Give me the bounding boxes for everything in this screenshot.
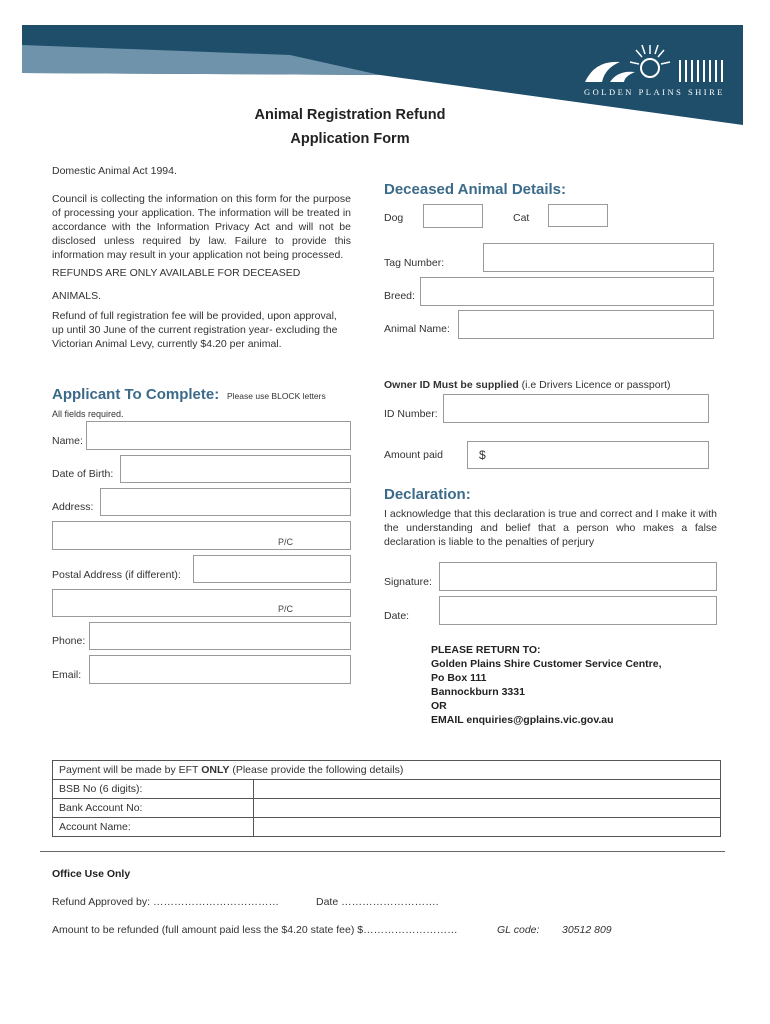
owner-id-note-rest: (i.e Drivers Licence or passport) bbox=[518, 379, 671, 391]
account-no-row bbox=[53, 799, 721, 818]
refund-note: Refund of full registration fee will be provided, upon approval, up until 30 June of the current registration year- excluding the Victorian Animal Levy, currently $4.20 per animal. bbox=[52, 310, 338, 350]
tag-number-label: Tag Number: bbox=[384, 257, 445, 269]
account-no-input[interactable] bbox=[254, 799, 721, 818]
payment-intro-row bbox=[53, 761, 721, 780]
bsb-input[interactable] bbox=[254, 780, 721, 799]
gl-code-label: GL code: bbox=[497, 924, 540, 936]
gl-code-value: 30512 809 bbox=[562, 924, 612, 936]
email-input[interactable] bbox=[89, 655, 351, 684]
deceased-heading: Deceased Animal Details: bbox=[384, 181, 567, 198]
return-address bbox=[431, 643, 662, 727]
office-divider bbox=[40, 851, 725, 852]
logo-text: GOLDEN PLAINS SHIRE bbox=[584, 87, 725, 97]
amount-paid-label: Amount paid bbox=[384, 449, 443, 461]
block-letters-note: Please use BLOCK letters bbox=[227, 391, 326, 401]
dog-label: Dog bbox=[384, 212, 404, 224]
breed-label: Breed: bbox=[384, 290, 415, 302]
name-label: Name: bbox=[52, 435, 83, 447]
id-number-input[interactable] bbox=[443, 394, 709, 423]
shire-logo bbox=[580, 40, 730, 98]
breed-input[interactable] bbox=[420, 277, 714, 306]
phone-input[interactable] bbox=[89, 622, 351, 650]
form-title bbox=[200, 103, 500, 151]
postal-pc-label: P/C bbox=[278, 604, 294, 614]
postal-address-line2-input[interactable] bbox=[52, 589, 351, 617]
declaration-text: I acknowledge that this declaration is true and correct and I make it with the understanding and belief that a person who makes a false declaration is liable to the penalties of perjury bbox=[384, 508, 717, 548]
refunds-notice-line2: ANIMALS. bbox=[52, 290, 102, 302]
address-line2-input[interactable] bbox=[52, 521, 351, 550]
return-line5: OR bbox=[431, 700, 447, 712]
cat-checkbox[interactable] bbox=[548, 204, 608, 227]
return-line4: Bannockburn 3331 bbox=[431, 686, 525, 698]
payment-intro-after: (Please provide the following details) bbox=[229, 764, 404, 776]
office-use-heading: Office Use Only bbox=[52, 868, 131, 880]
owner-id-note bbox=[384, 379, 670, 391]
return-line3: Po Box 111 bbox=[431, 672, 487, 684]
refund-approved-by: Refund Approved by: ……………………………… bbox=[52, 896, 279, 908]
id-number-label: ID Number: bbox=[384, 408, 438, 420]
amount-paid-input[interactable] bbox=[467, 441, 709, 469]
dog-checkbox[interactable] bbox=[423, 204, 483, 228]
postal-address-input[interactable] bbox=[193, 555, 351, 583]
bsb-row bbox=[53, 780, 721, 799]
dob-input[interactable] bbox=[120, 455, 351, 483]
payment-intro-bold: ONLY bbox=[201, 764, 230, 776]
email-label: Email: bbox=[52, 669, 82, 681]
account-no-label: Bank Account No: bbox=[53, 799, 254, 818]
declaration-date-input[interactable] bbox=[439, 596, 717, 625]
form-title-line2: Application Form bbox=[290, 131, 410, 147]
owner-id-note-bold: Owner ID Must be supplied bbox=[384, 379, 519, 391]
name-input[interactable] bbox=[86, 421, 351, 450]
dob-label: Date of Birth: bbox=[52, 468, 114, 480]
animal-name-label: Animal Name: bbox=[384, 323, 450, 335]
payment-intro-before: Payment will be made by EFT bbox=[59, 764, 202, 776]
payment-table bbox=[52, 760, 721, 837]
animal-name-input[interactable] bbox=[458, 310, 714, 339]
signature-label: Signature: bbox=[384, 576, 432, 588]
address-pc-label: P/C bbox=[278, 537, 294, 547]
act-reference: Domestic Animal Act 1994. bbox=[52, 165, 177, 177]
signature-input[interactable] bbox=[439, 562, 717, 591]
address-input[interactable] bbox=[100, 488, 351, 516]
bsb-label: BSB No (6 digits): bbox=[53, 780, 254, 799]
form-title-line1: Animal Registration Refund bbox=[254, 107, 446, 123]
address-label: Address: bbox=[52, 501, 94, 513]
account-name-label: Account Name: bbox=[53, 818, 254, 837]
applicant-heading: Applicant To Complete: bbox=[52, 386, 220, 403]
account-name-input[interactable] bbox=[254, 818, 721, 837]
amount-to-refund: Amount to be refunded (full amount paid less the $4.20 state fee) $……………………… bbox=[52, 924, 458, 936]
privacy-statement: Council is collecting the information on this form for the purpose of processing your application. The information will be treated in accordance with the Information Privacy Act and will not be disclosed unless required by law. Failure to provide this information may result in your application not being processed. bbox=[52, 193, 351, 261]
postal-address-label: Postal Address (if different): bbox=[52, 569, 181, 581]
return-email[interactable]: EMAIL enquiries@gplains.vic.gov.au bbox=[431, 714, 614, 726]
phone-label: Phone: bbox=[52, 635, 86, 647]
return-line2: Golden Plains Shire Customer Service Centre, bbox=[431, 658, 662, 670]
declaration-date-label: Date: bbox=[384, 610, 410, 622]
sun-logo-icon bbox=[580, 40, 730, 88]
tag-number-input[interactable] bbox=[483, 243, 714, 272]
cat-label: Cat bbox=[513, 212, 530, 224]
office-date: Date ………………………. bbox=[316, 896, 439, 908]
refunds-notice-line1: REFUNDS ARE ONLY AVAILABLE FOR DECEASED bbox=[52, 267, 301, 279]
declaration-heading: Declaration: bbox=[384, 486, 471, 503]
payment-intro bbox=[53, 761, 721, 780]
dollar-prefix: $ bbox=[479, 448, 486, 462]
return-line1: PLEASE RETURN TO: bbox=[431, 644, 541, 656]
account-name-row bbox=[53, 818, 721, 837]
all-fields-required: All fields required. bbox=[52, 409, 124, 419]
